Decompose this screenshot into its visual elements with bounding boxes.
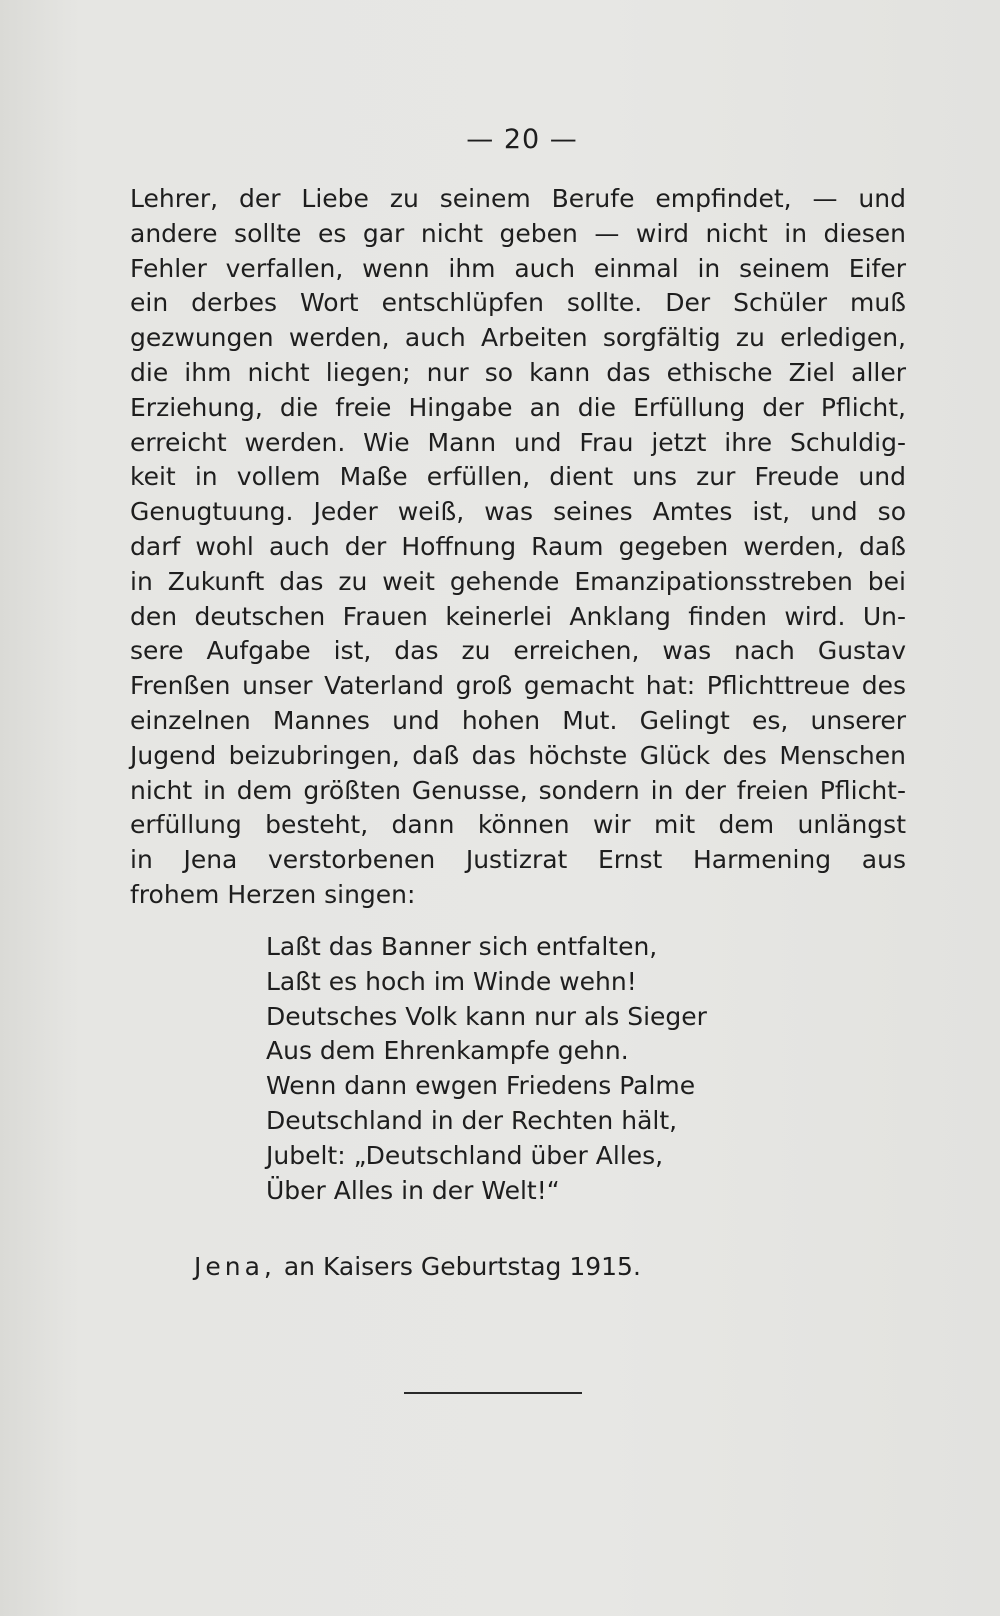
paragraph-line: Lehrer, der Liebe zu seinem Berufe empfindet, — und bbox=[130, 184, 906, 213]
paragraph-line: den deutschen Frauen keinerlei Anklang finden wird. Un- bbox=[130, 601, 906, 631]
verse-line: Laßt es hoch im Winde wehn! bbox=[266, 966, 637, 996]
paragraph-line: Genugtuung. Jeder weiß, was seines Amtes ist, und so bbox=[130, 497, 906, 527]
verse-line: Laßt das Banner sich entfalten, bbox=[266, 932, 658, 961]
paragraph-line: sere Aufgabe ist, das zu erreichen, was nach Gustav bbox=[130, 636, 906, 666]
paragraph-line: in Jena verstorbenen Justizrat Ernst Harmening aus bbox=[130, 845, 906, 875]
verse-line: Aus dem Ehrenkampfe gehn. bbox=[266, 1036, 629, 1066]
paragraph-line: Fehler verfallen, wenn ihm auch einmal in seinem Eifer bbox=[130, 253, 906, 283]
paragraph-line: Erziehung, die freie Hingabe an die Erfüllung der Pflicht, bbox=[130, 392, 906, 422]
closing-rule bbox=[404, 1392, 582, 1394]
paragraph-line: gezwungen werden, auch Arbeiten sorgfältig zu erledigen, bbox=[130, 323, 906, 353]
paragraph-line: einzelnen Mannes und hohen Mut. Gelingt es, unserer bbox=[130, 705, 906, 735]
paragraph-line: in Zukunft das zu weit gehende Emanzipationsstreben bei bbox=[130, 566, 906, 596]
song-verse bbox=[266, 930, 707, 1208]
paragraph-line: Frenßen unser Vaterland groß gemacht hat: Pflichttreue des bbox=[130, 671, 906, 701]
verse-line: Deutsches Volk kann nur als Sieger bbox=[266, 1001, 707, 1031]
paragraph-line: erreicht werden. Wie Mann und Frau jetzt ihre Schuldig- bbox=[130, 427, 906, 457]
body-paragraph bbox=[130, 182, 906, 913]
verse-line: Deutschland in der Rechten hält, bbox=[266, 1105, 678, 1135]
verse-line: Jubelt: „Deutschland über Alles, bbox=[266, 1140, 664, 1170]
paragraph-line: die ihm nicht liegen; nur so kann das ethische Ziel aller bbox=[130, 357, 906, 387]
page-number: — 20 — bbox=[466, 124, 578, 155]
paragraph-line: ein derbes Wort entschlüpfen sollte. Der Schüler muß bbox=[130, 288, 906, 318]
dateline bbox=[194, 1252, 641, 1281]
paragraph-line: nicht in dem größten Genusse, sondern in der freien Pflicht- bbox=[130, 775, 906, 805]
paragraph-line: frohem Herzen singen: bbox=[130, 879, 416, 909]
verse-line: Wenn dann ewgen Friedens Palme bbox=[266, 1071, 696, 1101]
verse-line: Über Alles in der Welt!“ bbox=[266, 1175, 560, 1205]
dateline-occasion: an Kaisers Geburtstag 1915. bbox=[283, 1252, 641, 1281]
paragraph-line: darf wohl auch der Hoffnung Raum gegeben werden, daß bbox=[130, 531, 906, 561]
dateline-place: Jena, bbox=[194, 1252, 276, 1281]
paragraph-line: Jugend beizubringen, daß das höchste Glück des Menschen bbox=[130, 740, 906, 770]
paragraph-line: andere sollte es gar nicht geben — wird nicht in diesen bbox=[130, 218, 906, 248]
paragraph-line: erfüllung besteht, dann können wir mit dem unlängst bbox=[130, 810, 906, 840]
paragraph-line: keit in vollem Maße erfüllen, dient uns zur Freude und bbox=[130, 462, 906, 492]
